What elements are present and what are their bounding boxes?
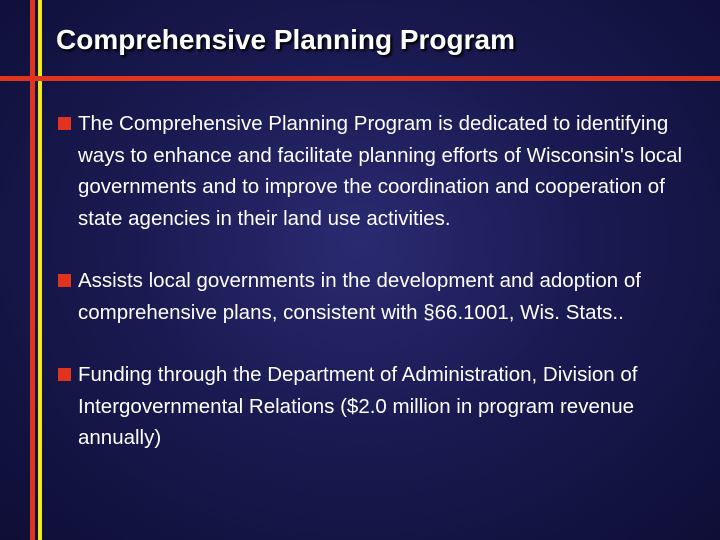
red-horizontal-rule — [0, 76, 720, 81]
bullet-list — [58, 108, 708, 454]
bullet-text: The Comprehensive Planning Program is dedicated to identifying ways to enhance and facilitate planning efforts of Wisconsin's local governments and to improve the coordination and cooperation of state agencies in their land use activities. — [78, 112, 683, 230]
bullet-item — [58, 359, 708, 454]
bullet-item — [58, 265, 708, 328]
square-bullet-icon — [58, 117, 71, 130]
square-bullet-icon — [58, 368, 71, 381]
yellow-vertical-rule — [38, 0, 42, 540]
red-vertical-rule — [30, 0, 35, 540]
bullet-text: Assists local governments in the development and adoption of comprehensive plans, consistent with §66.1001, Wis. Stats.. — [78, 269, 641, 324]
bullet-item — [58, 108, 708, 234]
bullet-text: Funding through the Department of Administration, Division of Intergovernmental Relations ($2.0 million in program revenue annually) — [78, 363, 638, 449]
square-bullet-icon — [58, 274, 71, 287]
slide-title: Comprehensive Planning Program — [56, 24, 515, 55]
